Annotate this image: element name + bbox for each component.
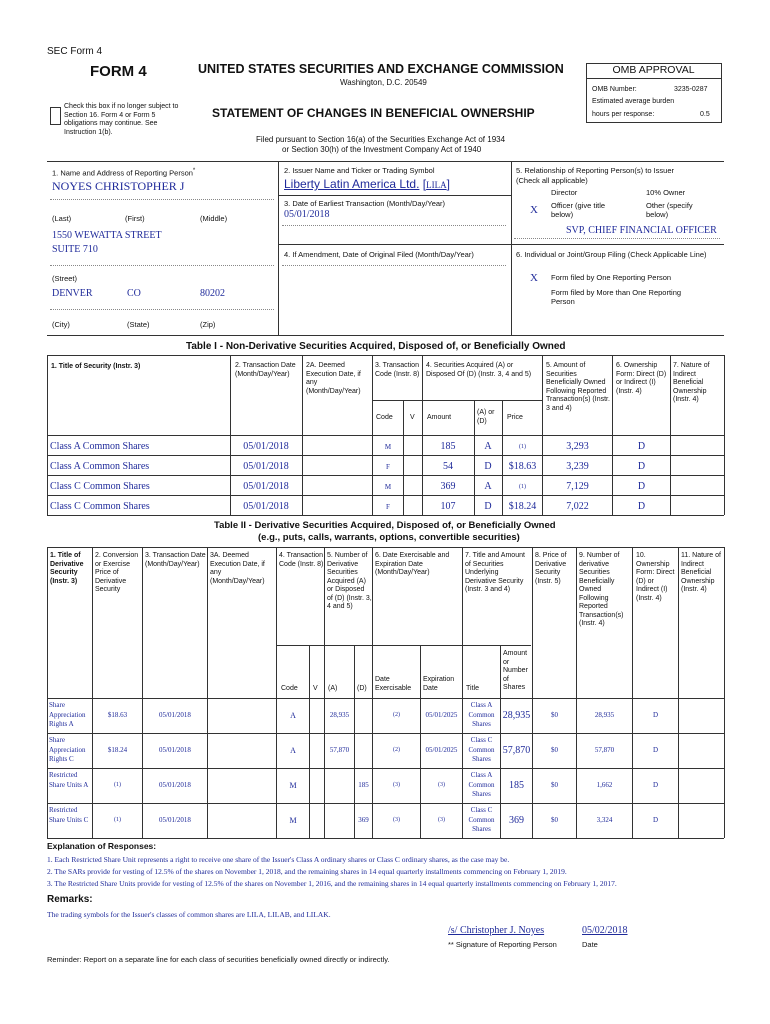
- filed-pursuant-line1: Filed pursuant to Section 16(a) of the Securities Exchange Act of 1934: [256, 135, 506, 144]
- filing-option-more[interactable]: Form filed by More than One Reporting Person: [551, 288, 682, 306]
- t2-cell-title: Share Appreciation Rights A: [49, 701, 86, 728]
- t2-col-underlying: 7. Title and Amount of Securities Underlying Derivative Security (Instr. 3 and 4): [465, 552, 525, 593]
- table1-title: Table I - Non-Derivative Securities Acquired, Disposed of, or Beneficially Owned: [186, 341, 566, 352]
- t1-cell-amount: 185: [440, 441, 456, 452]
- t2-sub-date-ex: Date Exercisable: [375, 676, 412, 692]
- officer-option[interactable]: Officer (give title below): [551, 201, 606, 219]
- sec-form-label: SEC Form 4: [47, 46, 103, 57]
- reminder-text: Reminder: Report on a separate line for each class of securities beneficially owned directly or indirectly.: [47, 955, 390, 964]
- t2-sub-code: Code: [281, 685, 298, 692]
- t2-cell-d: 185: [358, 781, 369, 789]
- t1-cell-amount: 54: [443, 461, 453, 472]
- box5-label2: (Check all applicable): [516, 176, 588, 185]
- t2-sub-title: Title: [466, 685, 479, 692]
- no-longer-subject-checkbox[interactable]: [50, 107, 61, 125]
- t1-cell-price: (1): [519, 444, 526, 450]
- t1-col-code: 3. Transaction Code (Instr. 8): [375, 362, 420, 378]
- ticker-symbol: LILA: [426, 180, 447, 190]
- t2-cell-a: 28,935: [329, 711, 350, 719]
- remarks-text: The trading symbols for the Issuer's classes of common shares are LILA, LILAB, and LILAK.: [47, 910, 331, 919]
- form-title: FORM 4: [90, 63, 147, 80]
- t1-col-deemed: 2A. Deemed Execution Date, if any (Month/Day/Year): [306, 362, 361, 395]
- middle-label: (Middle): [200, 214, 228, 223]
- state: CO: [127, 288, 141, 299]
- t1-cell-title: Class C Common Shares: [50, 481, 150, 492]
- t1-cell-amount: 369: [440, 481, 456, 492]
- t1-cell-form: D: [637, 461, 646, 472]
- t1-col-date: 2. Transaction Date (Month/Day/Year): [235, 362, 296, 378]
- t1-cell-price: $18.24: [508, 501, 537, 512]
- t2-cell-date: 05/01/2018: [159, 746, 191, 754]
- city: DENVER: [52, 288, 93, 299]
- t1-cell-amount: 107: [440, 501, 456, 512]
- t1-cell-date: 05/01/2018: [243, 441, 289, 452]
- t1-sub-code: Code: [376, 414, 393, 421]
- remarks-title: Remarks:: [47, 894, 93, 905]
- omb-burden-label: Estimated average burden: [592, 98, 675, 105]
- t2-cell-d: 369: [358, 816, 369, 824]
- t1-col-owned: 5. Amount of Securities Beneficially Owned Following Reported Transaction(s) (Instr. 3 and 4): [546, 362, 610, 412]
- box2-label: 2. Issuer Name and Ticker or Trading Symbol: [284, 166, 435, 175]
- omb-number-label: OMB Number:: [592, 86, 637, 93]
- t1-cell-ad: D: [484, 461, 492, 472]
- t1-sub-ad: (A) or (D): [477, 409, 495, 425]
- t1-cell-date: 05/01/2018: [243, 481, 289, 492]
- earliest-transaction-date: 05/01/2018: [284, 209, 330, 220]
- t2-col-date: 3. Transaction Date (Month/Day/Year): [145, 552, 206, 568]
- officer-check-mark: X: [530, 204, 538, 216]
- filed-pursuant-line2: or Section 30(h) of the Investment Company Act of 1940: [282, 145, 482, 154]
- t2-cell-date: 05/01/2018: [159, 816, 191, 824]
- t2-cell-exercisable: (3): [393, 782, 400, 788]
- t2-cell-form: D: [652, 816, 659, 824]
- omb-hours-label: hours per response:: [592, 111, 655, 118]
- t1-cell-code: M: [384, 483, 392, 491]
- table2-title1: Table II - Derivative Securities Acquired, Disposed of, or Beneficially Owned: [214, 520, 556, 531]
- t1-cell-owned: 7,129: [566, 481, 589, 492]
- t2-cell-price: $18.24: [107, 746, 128, 754]
- t2-sub-exp: Expiration Date: [423, 676, 455, 692]
- t2-cell-title: Restricted Share Units A: [49, 771, 89, 789]
- signature-date: 05/02/2018: [582, 925, 628, 936]
- t2-cell-form: D: [652, 711, 659, 719]
- t1-cell-code: F: [386, 463, 390, 471]
- t2-cell-exercisable: (2): [393, 747, 400, 753]
- t1-cell-ad: A: [484, 441, 492, 452]
- t2-cell-expiration: 05/01/2025: [425, 711, 458, 719]
- t2-col-owned: 9. Number of derivative Securities Beneficially Owned Following Reported Transaction(s) (Instr. 4): [579, 552, 624, 627]
- t2-cell-owned: 1,662: [596, 781, 613, 789]
- t2-cell-underlying-title: Class C Common Shares: [468, 806, 495, 833]
- ten-percent-owner-option[interactable]: 10% Owner: [646, 188, 686, 197]
- t1-cell-title: Class C Common Shares: [50, 501, 150, 512]
- t2-col-price: 2. Conversion or Exercise Price of Derivative Security: [95, 552, 139, 593]
- zip: 80202: [200, 288, 225, 299]
- issuer-name: Liberty Latin America Ltd.: [284, 177, 420, 191]
- t2-cell-form: D: [652, 746, 659, 754]
- explanation-title: Explanation of Responses:: [47, 841, 157, 851]
- street-line1: 1550 WEWATTA STREET: [52, 230, 162, 241]
- t2-cell-code: M: [289, 781, 297, 790]
- table2-title2: (e.g., puts, calls, warrants, options, convertible securities): [258, 532, 520, 543]
- box3-label: 3. Date of Earliest Transaction (Month/Day/Year): [284, 199, 446, 208]
- t2-cell-amount: 28,935: [502, 710, 531, 721]
- t2-col-deemed: 3A. Deemed Execution Date, if any (Month/Day/Year): [210, 552, 265, 585]
- agency-title: UNITED STATES SECURITIES AND EXCHANGE COMMISSION: [198, 62, 564, 76]
- t1-cell-title: Class A Common Shares: [50, 461, 150, 472]
- officer-title: SVP, CHIEF FINANCIAL OFFICER: [566, 225, 717, 236]
- t2-cell-price: (1): [114, 782, 121, 788]
- box5-label1: 5. Relationship of Reporting Person(s) to Issuer: [516, 166, 674, 175]
- t2-cell-expiration: (3): [438, 782, 445, 788]
- explanation-item: 2. The SARs provide for vesting of 12.5% of the shares on November 1, 2018, and the remaining shares in 14 equal quarterly installments commencing on February 1, 2019.: [47, 867, 567, 876]
- t2-col-nature: 11. Nature of Indirect Beneficial Ownership (Instr. 4): [681, 552, 721, 593]
- omb-number: 3235-0287: [674, 86, 708, 93]
- t2-col-title: 1. Title of Derivative Security (Instr. 3): [50, 552, 84, 585]
- t2-cell-underlying-title: Class A Common Shares: [468, 701, 495, 728]
- street-label: (Street): [52, 274, 78, 283]
- t1-col-form: 6. Ownership Form: Direct (D) or Indirect (I) (Instr. 4): [616, 362, 667, 395]
- t1-cell-price: (1): [519, 484, 526, 490]
- t2-cell-deriv-price: $0: [551, 781, 558, 789]
- t2-cell-title: Restricted Share Units C: [49, 806, 89, 824]
- t2-col-exercisable: 6. Date Exercisable and Expiration Date (Month/Day/Year): [375, 552, 450, 576]
- t2-cell-amount: 57,870: [502, 745, 531, 756]
- omb-title: OMB APPROVAL: [586, 63, 721, 79]
- box6-label: 6. Individual or Joint/Group Filing (Check Applicable Line): [516, 250, 707, 259]
- t2-cell-deriv-price: $0: [551, 816, 558, 824]
- t2-cell-underlying-title: Class A Common Shares: [468, 771, 495, 798]
- t1-cell-date: 05/01/2018: [243, 501, 289, 512]
- filing-check-mark: X: [530, 272, 538, 284]
- t2-cell-amount: 369: [509, 815, 524, 826]
- t2-cell-exercisable: (3): [393, 817, 400, 823]
- t1-cell-title: Class A Common Shares: [50, 441, 150, 452]
- explanation-item: 1. Each Restricted Share Unit represents a right to receive one share of the Issuer's Class A ordinary shares or Class C ordinary shares, as the case may be.: [47, 855, 510, 864]
- t2-cell-amount: 185: [509, 780, 524, 791]
- t2-cell-owned: 3,324: [596, 816, 613, 824]
- issuer-ticker: Liberty Latin America Ltd. [LILA]: [284, 177, 450, 191]
- city-label: (City): [52, 320, 70, 329]
- signature-label: ** Signature of Reporting Person: [448, 940, 557, 949]
- signature-name: /s/ Christopher J. Noyes: [448, 925, 545, 936]
- state-label: (State): [127, 320, 150, 329]
- t2-cell-price: (1): [114, 817, 121, 823]
- explanation-item: 3. The Restricted Share Units provide for vesting of 12.5% of the shares on November 1, 2016, and the remaining shares in 14 equal quarterly installments commencing on February 1, 2017.: [47, 879, 617, 888]
- check-box-text: Check this box if no longer subject to Section 16. Form 4 or Form 5 obligations may continue. See Instruction 1(b).: [64, 103, 179, 136]
- t1-cell-price: $18.63: [508, 461, 537, 472]
- filing-option-one[interactable]: Form filed by One Reporting Person: [551, 273, 672, 282]
- t1-cell-form: D: [637, 441, 646, 452]
- t2-cell-deriv-price: $0: [551, 711, 558, 719]
- t2-cell-title: Share Appreciation Rights C: [49, 736, 86, 763]
- t1-col-nature: 7. Nature of Indirect Beneficial Ownership (Instr. 4): [673, 362, 710, 403]
- t2-cell-price: $18.63: [107, 711, 128, 719]
- t1-sub-v: V: [410, 414, 415, 421]
- t2-cell-expiration: 05/01/2025: [425, 746, 458, 754]
- t1-sub-amount: Amount: [427, 414, 452, 421]
- date-label: Date: [582, 940, 598, 949]
- t1-cell-form: D: [637, 501, 646, 512]
- street-line2: SUITE 710: [52, 244, 98, 255]
- t1-cell-date: 05/01/2018: [243, 461, 289, 472]
- t2-sub-v: V: [313, 685, 318, 692]
- t2-sub-d: (D): [357, 685, 367, 692]
- t2-cell-exercisable: (2): [393, 712, 400, 718]
- t2-cell-owned: 28,935: [594, 711, 615, 719]
- t1-col-securities: 4. Securities Acquired (A) or Disposed Of (D) (Instr. 3, 4 and 5): [426, 362, 532, 378]
- zip-label: (Zip): [200, 320, 216, 329]
- t2-sub-a: (A): [328, 685, 338, 692]
- t2-cell-underlying-title: Class C Common Shares: [468, 736, 495, 763]
- t1-cell-ad: A: [484, 481, 492, 492]
- t1-cell-form: D: [637, 481, 646, 492]
- reporting-person-name: NOYES CHRISTOPHER J: [52, 179, 185, 193]
- t1-cell-code: F: [386, 503, 390, 511]
- agency-location: Washington, D.C. 20549: [340, 78, 427, 87]
- omb-hours: 0.5: [700, 111, 710, 118]
- t2-cell-date: 05/01/2018: [159, 781, 191, 789]
- box4-label: 4. If Amendment, Date of Original Filed (Month/Day/Year): [284, 250, 474, 259]
- t2-cell-code: M: [289, 816, 297, 825]
- t2-sub-amount: Amount or Number of Shares: [503, 650, 528, 691]
- t2-cell-a: 57,870: [329, 746, 350, 754]
- t1-col-title: 1. Title of Security (Instr. 3): [51, 363, 141, 370]
- t2-cell-deriv-price: $0: [551, 746, 558, 754]
- statement-title: STATEMENT OF CHANGES IN BENEFICIAL OWNERSHIP: [212, 106, 535, 120]
- t2-cell-expiration: (3): [438, 817, 445, 823]
- t2-col-deriv-price: 8. Price of Derivative Security (Instr. 5): [535, 552, 567, 585]
- t2-col-number: 5. Number of Derivative Securities Acquired (A) or Disposed of (D) (Instr. 3, 4 and 5): [327, 552, 372, 610]
- t2-cell-code: A: [290, 711, 296, 720]
- t2-cell-form: D: [652, 781, 659, 789]
- first-label: (First): [125, 214, 145, 223]
- t2-col-code: 4. Transaction Code (Instr. 8): [279, 552, 324, 568]
- t2-col-form: 10. Ownership Form: Direct (D) or Indirect (I) (Instr. 4): [636, 552, 675, 602]
- other-option[interactable]: Other (specify below): [646, 201, 693, 219]
- t1-cell-owned: 3,293: [566, 441, 589, 452]
- last-label: (Last): [52, 214, 72, 223]
- t1-cell-owned: 7,022: [566, 501, 589, 512]
- box1-label: 1. Name and Address of Reporting Person*: [52, 168, 196, 178]
- t2-cell-owned: 57,870: [594, 746, 615, 754]
- t1-sub-price: Price: [507, 414, 523, 421]
- t2-cell-date: 05/01/2018: [159, 711, 191, 719]
- t1-cell-code: M: [384, 443, 392, 451]
- t1-cell-owned: 3,239: [566, 461, 589, 472]
- t2-cell-code: A: [290, 746, 296, 755]
- t1-cell-ad: D: [484, 501, 492, 512]
- director-option[interactable]: Director: [551, 188, 578, 197]
